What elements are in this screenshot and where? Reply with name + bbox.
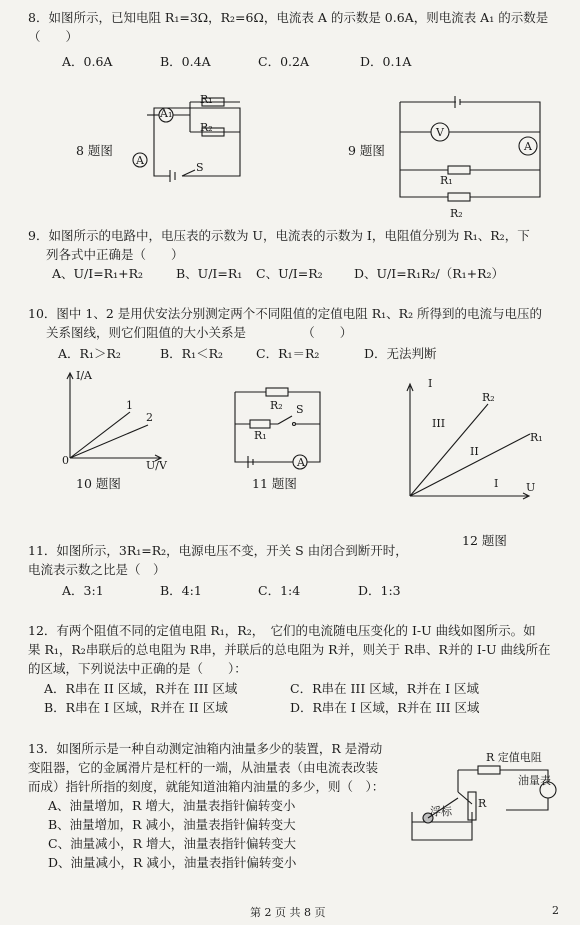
q9-stem-line1: 9．如图所示的电路中，电压表的示数为 U，电流表的示数为 I，电阻值分别为 R₁、R₂，下 — [28, 228, 530, 243]
q13-label-oil-meter: 油量表 — [518, 774, 551, 787]
q9-label-r2: R₂ — [450, 207, 463, 220]
q9-figure-caption: 9 题图 — [348, 143, 385, 158]
page-number: 2 — [552, 904, 559, 917]
q10-label-origin: 0 — [62, 454, 69, 467]
q12-option-b[interactable]: B．R串在 I 区域，R并在 II 区域 — [44, 700, 228, 715]
q10-figure-caption: 10 题图 — [76, 476, 121, 491]
q13-option-d[interactable]: D、油量减小，R 减小，油量表指针偏转变小 — [48, 855, 297, 870]
q12-line-r1 — [410, 434, 530, 496]
q12-label-r1: R₁ — [530, 431, 543, 444]
q8-option-d[interactable]: D．0.1A — [360, 54, 412, 69]
q8-label-r2: R₂ — [200, 121, 213, 134]
q8-stem-line1: 8．如图所示，已知电阻 R₁=3Ω，R₂=6Ω，电流表 A 的示数是 0.6A，则电流表 A₁ 的示数是 — [28, 10, 549, 25]
q10-line-1 — [70, 412, 130, 458]
q10-stem-line1: 10．图中 1、2 是用伏安法分别测定两个不同阻值的定值电阻 R₁、R₂ 所得到的电流与电压的 — [28, 306, 543, 321]
q13-oil-gauge-diagram — [408, 752, 568, 847]
q12-stem-line2: 果 R₁，R₂串联后的总电阻为 R串，并联后的总电阻为 R并，则关于 R串、R并的 I-U 曲线所在 — [28, 642, 551, 657]
q10-option-a[interactable]: A．R₁＞R₂ — [58, 346, 121, 361]
q8-label-a1: A₁ — [160, 107, 173, 120]
q9-label-v: V — [436, 126, 444, 139]
q10-option-c[interactable]: C．R₁＝R₂ — [256, 346, 320, 361]
q11-option-b[interactable]: B．4:1 — [160, 583, 202, 598]
q12-option-a[interactable]: A．R串在 II 区域，R并在 III 区域 — [44, 681, 238, 696]
q8-stem-line2: （ ） — [28, 29, 79, 44]
q9-option-d[interactable]: D、U/I=R₁R₂/（R₁+R₂） — [354, 266, 505, 281]
q11-label-r1: R₁ — [254, 429, 267, 442]
q8-figure-caption: 8 题图 — [76, 143, 113, 158]
q11-option-a[interactable]: A．3:1 — [62, 583, 104, 598]
q11-figure-caption: 11 题图 — [252, 476, 297, 491]
q11-label-r2: R₂ — [270, 399, 283, 412]
q13-option-a[interactable]: A、油量增加，R 增大，油量表指针偏转变小 — [48, 798, 296, 813]
q13-option-c[interactable]: C、油量减小，R 增大，油量表指针偏转变大 — [48, 836, 296, 851]
q12-label-i-axis: I — [428, 377, 433, 390]
q11-circuit-diagram — [230, 382, 330, 467]
q13-label-fixed-resistor: R 定值电阻 — [486, 751, 542, 764]
q8-option-b[interactable]: B．0.4A — [160, 54, 211, 69]
q9-label-a: A — [524, 140, 532, 153]
q10-label-line1: 1 — [126, 399, 133, 412]
page-footer: 第 2 页 共 8 页 — [250, 906, 326, 919]
q8-label-s: S — [196, 161, 204, 174]
q8-label-a: A — [136, 154, 144, 167]
q8-label-r1: R₁ — [200, 93, 213, 106]
q13-stem-line2: 变阻器，它的金属滑片是杠杆的一端，从油量表（由电流表改装 — [28, 760, 379, 775]
q13-stem-line3: 而成）指针所指的刻度，就能知道油箱内油量的多少，则（ ）： — [28, 779, 385, 794]
q12-stem-line1: 12．有两个阻值不同的定值电阻 R₁，R₂， 它们的电流随电压变化的 I-U 曲线如图所示。如 — [28, 623, 536, 638]
q13-label-r: R — [478, 797, 487, 810]
q11-stem-line1: 11．如图所示，3R₁=R₂，电源电压不变，开关 S 由闭合到断开时， — [28, 543, 408, 558]
q12-label-u-axis: U — [526, 481, 536, 494]
q10-label-x: U/V — [146, 459, 167, 472]
q8-circuit-diagram — [120, 90, 250, 190]
q12-label-region-iii: III — [432, 417, 446, 430]
q11-label-s: S — [296, 403, 304, 416]
q11-stem-line2: 电流表示数之比是（ ） — [28, 562, 166, 577]
q13-label-float: 浮标 — [430, 805, 452, 818]
q13-option-b[interactable]: B、油量增加，R 减小，油量表指针偏转变大 — [48, 817, 296, 832]
q12-stem-line3: 的区域，下列说法中正确的是（ ）： — [28, 661, 247, 676]
q12-figure-caption: 12 题图 — [462, 533, 507, 548]
q8-option-a[interactable]: A．0.6A — [62, 54, 113, 69]
q10-label-y: I/A — [76, 369, 92, 382]
q10-line-2 — [70, 425, 148, 458]
q12-label-r2: R₂ — [482, 391, 495, 404]
q12-option-c[interactable]: C．R串在 III 区域，R并在 I 区域 — [290, 681, 480, 696]
q9-option-b[interactable]: B、U/I=R₁ — [176, 266, 243, 281]
q9-option-c[interactable]: C、U/I=R₂ — [256, 266, 323, 281]
q10-option-d[interactable]: D．无法判断 — [364, 346, 437, 361]
q12-label-region-i: I — [494, 477, 499, 490]
q9-label-r1: R₁ — [440, 174, 453, 187]
q12-iu-graph — [398, 378, 538, 508]
q11-option-d[interactable]: D．1:3 — [358, 583, 401, 598]
q8-option-c[interactable]: C．0.2A — [258, 54, 309, 69]
q10-option-b[interactable]: B．R₁＜R₂ — [160, 346, 224, 361]
q9-option-a[interactable]: A、U/I=R₁+R₂ — [52, 266, 144, 281]
q10-iu-graph — [60, 370, 170, 470]
q11-label-a: A — [297, 456, 305, 469]
q12-label-region-ii: II — [470, 445, 479, 458]
q11-option-c[interactable]: C．1:4 — [258, 583, 301, 598]
q13-stem-line1: 13．如图所示是一种自动测定油箱内油量多少的装置，R 是滑动 — [28, 741, 383, 756]
q9-stem-line2: 列各式中正确是（ ） — [46, 247, 184, 262]
q12-option-d[interactable]: D．R串在 I 区域，R并在 III 区域 — [290, 700, 480, 715]
q10-label-line2: 2 — [146, 411, 153, 424]
q10-stem-line2: 关系图线，则它们阻值的大小关系是 （ ） — [46, 325, 353, 340]
